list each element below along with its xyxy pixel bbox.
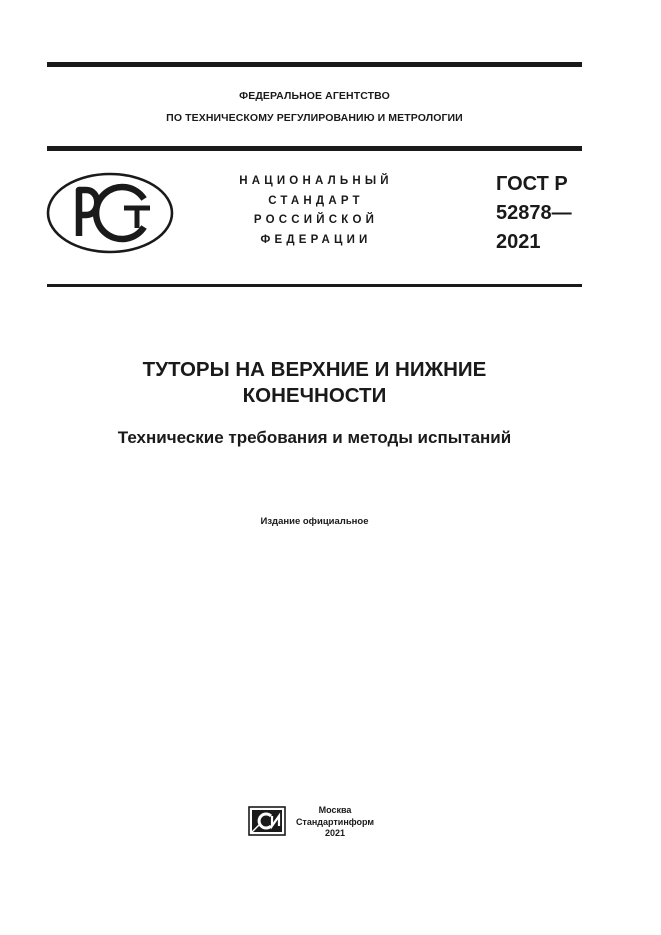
gost-line-1: ГОСТ Р — [496, 173, 568, 195]
agency-line-1: ФЕДЕРАЛЬНОЕ АГЕНТСТВО — [239, 90, 390, 102]
rst-gost-logo-icon — [46, 172, 174, 254]
agency-line-2: ПО ТЕХНИЧЕСКОМУ РЕГУЛИРОВАНИЮ И МЕТРОЛОГИИ — [166, 112, 463, 124]
publisher-name: Стандартинформ — [295, 816, 375, 827]
national-standard-label — [212, 172, 420, 250]
gost-line-2: 52878— — [496, 202, 572, 224]
header-rule — [47, 146, 582, 151]
document-subtitle: Технические требования и методы испытаний — [117, 428, 512, 447]
standartinform-logo-icon — [248, 806, 286, 836]
edition-label: Издание официальное — [260, 516, 369, 527]
gost-number — [496, 170, 572, 257]
top-rule — [47, 62, 582, 67]
publisher-info — [290, 805, 380, 840]
title-line-2: КОНЕЧНОСТИ — [242, 384, 387, 407]
standard-line-1: НАЦИОНАЛЬНЫЙ — [239, 175, 393, 187]
standard-line-3: РОССИЙСКОЙ — [253, 214, 379, 227]
gost-line-3: 2021 — [496, 231, 541, 253]
document-title — [47, 357, 582, 409]
standard-line-2: СТАНДАРТ — [268, 194, 364, 207]
header-bottom-rule — [47, 284, 582, 287]
title-line-1: ТУТОРЫ НА ВЕРХНИЕ И НИЖНИЕ — [142, 358, 487, 381]
standard-line-4: ФЕДЕРАЦИИ — [260, 233, 372, 246]
publisher-year: 2021 — [324, 828, 346, 838]
publisher-city: Москва — [318, 805, 352, 815]
